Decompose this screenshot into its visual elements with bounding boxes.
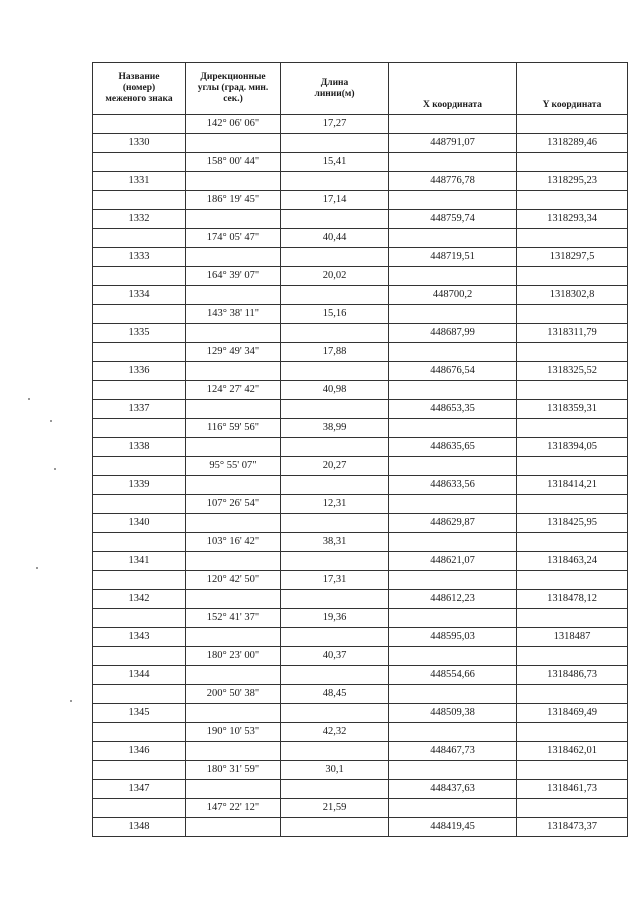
segment-row — [93, 533, 628, 552]
direction-angle-cell: 200° 50' 38" — [186, 685, 281, 704]
direction-angle-cell — [186, 476, 281, 495]
mark-name-cell — [93, 305, 186, 324]
x-coordinate-cell: 448633,56 — [389, 476, 517, 495]
y-coordinate-cell: 1318487 — [517, 628, 628, 647]
mark-name-cell — [93, 343, 186, 362]
x-coordinate-cell: 448635,65 — [389, 438, 517, 457]
direction-angle-cell: 116° 59' 56" — [186, 419, 281, 438]
direction-angle-cell: 143° 38' 11" — [186, 305, 281, 324]
point-row — [93, 400, 628, 419]
segment-row — [93, 153, 628, 172]
segment-row — [93, 191, 628, 210]
mark-name-cell: 1336 — [93, 362, 186, 381]
y-coordinate-cell: 1318414,21 — [517, 476, 628, 495]
segment-row — [93, 267, 628, 286]
mark-name-cell — [93, 723, 186, 742]
y-coordinate-cell — [517, 457, 628, 476]
mark-name-cell: 1341 — [93, 552, 186, 571]
y-coordinate-cell — [517, 609, 628, 628]
y-coordinate-cell: 1318478,12 — [517, 590, 628, 609]
mark-name-cell — [93, 191, 186, 210]
segment-row — [93, 761, 628, 780]
point-row — [93, 704, 628, 723]
line-length-cell — [281, 362, 389, 381]
segment-row — [93, 343, 628, 362]
direction-angle-cell: 124° 27' 42" — [186, 381, 281, 400]
mark-name-cell: 1334 — [93, 286, 186, 305]
direction-angle-cell: 180° 31' 59" — [186, 761, 281, 780]
line-length-cell: 38,99 — [281, 419, 389, 438]
segment-row — [93, 799, 628, 818]
mark-name-cell: 1332 — [93, 210, 186, 229]
direction-angle-cell: 152° 41' 37" — [186, 609, 281, 628]
direction-angle-cell: 107° 26' 54" — [186, 495, 281, 514]
line-length-cell — [281, 818, 389, 837]
point-row — [93, 552, 628, 571]
mark-name-cell: 1343 — [93, 628, 186, 647]
line-length-cell — [281, 286, 389, 305]
y-coordinate-cell: 1318469,49 — [517, 704, 628, 723]
y-coordinate-cell: 1318302,8 — [517, 286, 628, 305]
direction-angle-cell: 164° 39' 07" — [186, 267, 281, 286]
y-coordinate-cell — [517, 647, 628, 666]
direction-angle-cell — [186, 400, 281, 419]
point-row — [93, 780, 628, 799]
direction-angle-cell: 158° 00' 44" — [186, 153, 281, 172]
segment-row — [93, 457, 628, 476]
point-row — [93, 134, 628, 153]
line-length-cell — [281, 134, 389, 153]
direction-angle-cell: 95° 55' 07" — [186, 457, 281, 476]
direction-angle-cell: 180° 23' 00" — [186, 647, 281, 666]
line-length-cell — [281, 742, 389, 761]
scan-speck — [28, 398, 30, 400]
direction-angle-cell — [186, 134, 281, 153]
line-length-cell: 21,59 — [281, 799, 389, 818]
y-coordinate-cell: 1318486,73 — [517, 666, 628, 685]
mark-name-cell: 1340 — [93, 514, 186, 533]
line-length-cell — [281, 666, 389, 685]
direction-angle-cell — [186, 628, 281, 647]
mark-name-cell: 1331 — [93, 172, 186, 191]
point-row — [93, 324, 628, 343]
direction-angle-cell — [186, 818, 281, 837]
x-coordinate-cell — [389, 571, 517, 590]
direction-angle-cell — [186, 742, 281, 761]
direction-angle-cell — [186, 780, 281, 799]
x-coordinate-cell: 448676,54 — [389, 362, 517, 381]
x-coordinate-cell: 448509,38 — [389, 704, 517, 723]
mark-name-cell — [93, 153, 186, 172]
y-coordinate-cell: 1318297,5 — [517, 248, 628, 267]
y-coordinate-cell: 1318463,24 — [517, 552, 628, 571]
segment-row — [93, 571, 628, 590]
direction-angle-cell — [186, 438, 281, 457]
x-coordinate-cell: 448595,03 — [389, 628, 517, 647]
coordinates-table — [92, 62, 628, 837]
mark-name-cell — [93, 571, 186, 590]
mark-name-cell — [93, 419, 186, 438]
point-row — [93, 628, 628, 647]
y-coordinate-cell: 1318359,31 — [517, 400, 628, 419]
direction-angle-cell — [186, 324, 281, 343]
mark-name-cell — [93, 761, 186, 780]
mark-name-cell — [93, 685, 186, 704]
y-coordinate-cell — [517, 799, 628, 818]
segment-row — [93, 305, 628, 324]
y-coordinate-cell: 1318462,01 — [517, 742, 628, 761]
line-length-cell: 19,36 — [281, 609, 389, 628]
line-length-cell: 15,16 — [281, 305, 389, 324]
x-coordinate-cell — [389, 647, 517, 666]
direction-angle-cell — [186, 286, 281, 305]
line-length-cell: 17,27 — [281, 115, 389, 134]
line-length-cell: 17,31 — [281, 571, 389, 590]
direction-angle-cell: 129° 49' 34" — [186, 343, 281, 362]
y-coordinate-cell: 1318473,37 — [517, 818, 628, 837]
y-coordinate-cell: 1318295,23 — [517, 172, 628, 191]
segment-row — [93, 685, 628, 704]
x-coordinate-cell — [389, 761, 517, 780]
direction-angle-cell: 103° 16' 42" — [186, 533, 281, 552]
direction-angle-cell — [186, 172, 281, 191]
direction-angle-cell — [186, 248, 281, 267]
line-length-cell: 20,27 — [281, 457, 389, 476]
line-length-cell: 40,98 — [281, 381, 389, 400]
mark-name-cell — [93, 799, 186, 818]
segment-row — [93, 419, 628, 438]
direction-angle-cell — [186, 704, 281, 723]
line-length-cell — [281, 438, 389, 457]
y-coordinate-cell — [517, 267, 628, 286]
line-length-cell — [281, 514, 389, 533]
x-coordinate-cell — [389, 533, 517, 552]
point-row — [93, 590, 628, 609]
x-coordinate-cell — [389, 115, 517, 134]
x-coordinate-cell — [389, 685, 517, 704]
x-coordinate-cell — [389, 229, 517, 248]
line-length-cell: 40,37 — [281, 647, 389, 666]
line-length-cell — [281, 210, 389, 229]
x-coordinate-cell: 448612,23 — [389, 590, 517, 609]
mark-name-cell — [93, 229, 186, 248]
y-coordinate-cell — [517, 761, 628, 780]
mark-name-cell: 1342 — [93, 590, 186, 609]
scan-speck — [70, 700, 72, 702]
line-length-cell: 40,44 — [281, 229, 389, 248]
direction-angle-cell: 190° 10' 53" — [186, 723, 281, 742]
x-coordinate-cell: 448629,87 — [389, 514, 517, 533]
x-coordinate-cell — [389, 609, 517, 628]
x-coordinate-cell — [389, 723, 517, 742]
segment-row — [93, 609, 628, 628]
y-coordinate-cell: 1318461,73 — [517, 780, 628, 799]
point-row — [93, 818, 628, 837]
x-coordinate-cell — [389, 381, 517, 400]
segment-row — [93, 229, 628, 248]
y-coordinate-cell — [517, 723, 628, 742]
x-coordinate-cell: 448554,66 — [389, 666, 517, 685]
line-length-cell — [281, 780, 389, 799]
line-length-cell — [281, 172, 389, 191]
y-coordinate-cell — [517, 571, 628, 590]
line-length-cell: 30,1 — [281, 761, 389, 780]
mark-name-cell: 1338 — [93, 438, 186, 457]
y-coordinate-cell: 1318394,05 — [517, 438, 628, 457]
mark-name-cell — [93, 115, 186, 134]
segment-row — [93, 647, 628, 666]
header-y-coordinate: Y координата — [517, 63, 628, 115]
point-row — [93, 210, 628, 229]
mark-name-cell: 1339 — [93, 476, 186, 495]
direction-angle-cell — [186, 514, 281, 533]
point-row — [93, 248, 628, 267]
x-coordinate-cell — [389, 191, 517, 210]
y-coordinate-cell — [517, 191, 628, 210]
x-coordinate-cell — [389, 305, 517, 324]
header-boundary-mark: Название (номер) меженого знака — [93, 63, 186, 115]
mark-name-cell: 1345 — [93, 704, 186, 723]
line-length-cell — [281, 590, 389, 609]
line-length-cell: 42,32 — [281, 723, 389, 742]
mark-name-cell: 1333 — [93, 248, 186, 267]
y-coordinate-cell — [517, 495, 628, 514]
direction-angle-cell — [186, 590, 281, 609]
x-coordinate-cell: 448776,78 — [389, 172, 517, 191]
mark-name-cell — [93, 647, 186, 666]
line-length-cell — [281, 476, 389, 495]
direction-angle-cell — [186, 552, 281, 571]
segment-row — [93, 381, 628, 400]
x-coordinate-cell: 448791,07 — [389, 134, 517, 153]
scan-speck — [36, 567, 38, 569]
scan-speck — [50, 420, 52, 422]
table-header-row — [93, 63, 628, 115]
line-length-cell: 48,45 — [281, 685, 389, 704]
x-coordinate-cell: 448719,51 — [389, 248, 517, 267]
y-coordinate-cell — [517, 343, 628, 362]
direction-angle-cell — [186, 666, 281, 685]
x-coordinate-cell: 448419,45 — [389, 818, 517, 837]
mark-name-cell: 1330 — [93, 134, 186, 153]
mark-name-cell — [93, 267, 186, 286]
direction-angle-cell — [186, 362, 281, 381]
header-x-coordinate: X координата — [389, 63, 517, 115]
line-length-cell: 15,41 — [281, 153, 389, 172]
mark-name-cell: 1346 — [93, 742, 186, 761]
y-coordinate-cell — [517, 533, 628, 552]
x-coordinate-cell: 448653,35 — [389, 400, 517, 419]
segment-row — [93, 723, 628, 742]
point-row — [93, 476, 628, 495]
mark-name-cell: 1344 — [93, 666, 186, 685]
mark-name-cell — [93, 457, 186, 476]
y-coordinate-cell: 1318311,79 — [517, 324, 628, 343]
point-row — [93, 666, 628, 685]
x-coordinate-cell — [389, 343, 517, 362]
line-length-cell — [281, 628, 389, 647]
y-coordinate-cell — [517, 305, 628, 324]
line-length-cell — [281, 400, 389, 419]
segment-row — [93, 495, 628, 514]
x-coordinate-cell — [389, 457, 517, 476]
table-body — [93, 115, 628, 837]
mark-name-cell: 1347 — [93, 780, 186, 799]
line-length-cell: 12,31 — [281, 495, 389, 514]
mark-name-cell — [93, 381, 186, 400]
y-coordinate-cell: 1318425,95 — [517, 514, 628, 533]
line-length-cell: 17,14 — [281, 191, 389, 210]
mark-name-cell — [93, 495, 186, 514]
mark-name-cell — [93, 609, 186, 628]
x-coordinate-cell — [389, 799, 517, 818]
point-row — [93, 362, 628, 381]
mark-name-cell: 1337 — [93, 400, 186, 419]
x-coordinate-cell: 448700,2 — [389, 286, 517, 305]
segment-row — [93, 115, 628, 134]
line-length-cell: 38,31 — [281, 533, 389, 552]
y-coordinate-cell — [517, 419, 628, 438]
direction-angle-cell: 142° 06' 06" — [186, 115, 281, 134]
mark-name-cell: 1335 — [93, 324, 186, 343]
y-coordinate-cell — [517, 229, 628, 248]
point-row — [93, 438, 628, 457]
mark-name-cell: 1348 — [93, 818, 186, 837]
y-coordinate-cell — [517, 381, 628, 400]
line-length-cell: 17,88 — [281, 343, 389, 362]
line-length-cell — [281, 552, 389, 571]
point-row — [93, 742, 628, 761]
x-coordinate-cell — [389, 495, 517, 514]
direction-angle-cell — [186, 210, 281, 229]
x-coordinate-cell: 448687,99 — [389, 324, 517, 343]
mark-name-cell — [93, 533, 186, 552]
line-length-cell — [281, 704, 389, 723]
x-coordinate-cell — [389, 153, 517, 172]
direction-angle-cell: 147° 22' 12" — [186, 799, 281, 818]
direction-angle-cell: 120° 42' 50" — [186, 571, 281, 590]
line-length-cell — [281, 324, 389, 343]
line-length-cell: 20,02 — [281, 267, 389, 286]
line-length-cell — [281, 248, 389, 267]
x-coordinate-cell: 448467,73 — [389, 742, 517, 761]
point-row — [93, 286, 628, 305]
x-coordinate-cell: 448621,07 — [389, 552, 517, 571]
x-coordinate-cell — [389, 267, 517, 286]
direction-angle-cell: 186° 19' 45" — [186, 191, 281, 210]
y-coordinate-cell — [517, 685, 628, 704]
header-direction-angle: Дирекционные углы (град. мин. сек.) — [186, 63, 281, 115]
x-coordinate-cell: 448437,63 — [389, 780, 517, 799]
point-row — [93, 514, 628, 533]
y-coordinate-cell — [517, 153, 628, 172]
header-line-length: Длина линии(м) — [281, 63, 389, 115]
scan-speck — [54, 468, 56, 470]
point-row — [93, 172, 628, 191]
y-coordinate-cell: 1318289,46 — [517, 134, 628, 153]
x-coordinate-cell — [389, 419, 517, 438]
y-coordinate-cell — [517, 115, 628, 134]
y-coordinate-cell: 1318325,52 — [517, 362, 628, 381]
x-coordinate-cell: 448759,74 — [389, 210, 517, 229]
direction-angle-cell: 174° 05' 47" — [186, 229, 281, 248]
y-coordinate-cell: 1318293,34 — [517, 210, 628, 229]
